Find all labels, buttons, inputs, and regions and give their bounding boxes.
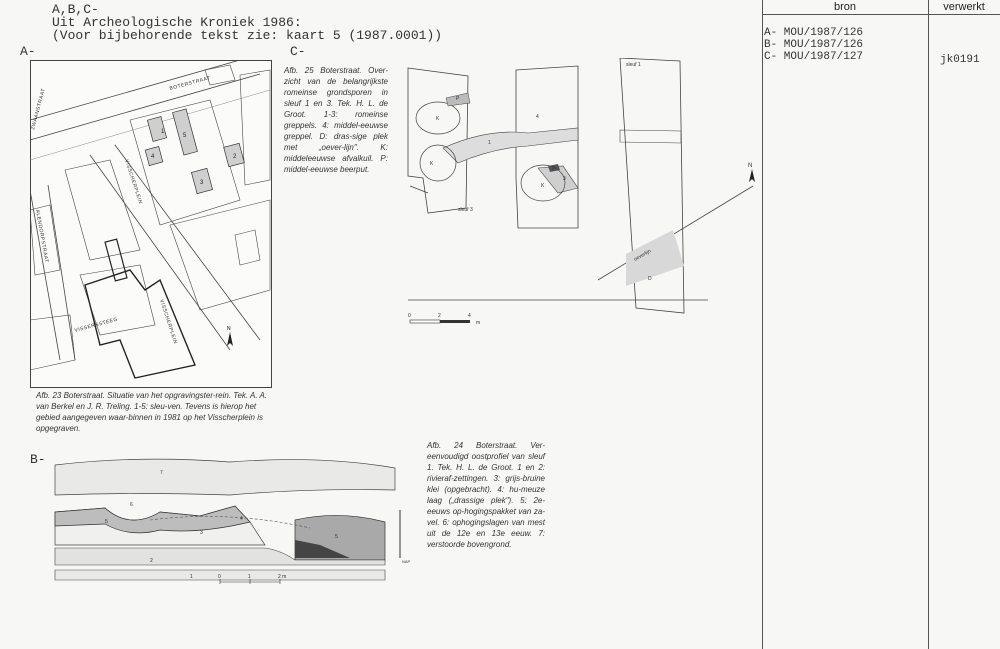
street-vissersteeg: VISSERSSTEEG [73,316,119,334]
trench-label-1: 1 [161,129,165,135]
svg-text:1: 1 [248,574,251,580]
header-line-1: A,B,C- [52,2,99,17]
svg-text:4: 4 [468,313,471,319]
label-b: B- [30,452,46,467]
trench-label-4: 4 [151,154,155,160]
label-greppel-4: 4 [536,114,539,120]
layer-label-6a: 6 [130,502,133,508]
label-sleuf-3: sleuf 3 [458,207,473,213]
map-c-roman-features [398,58,760,336]
layer-label-5a: 5 [105,519,108,525]
svg-text:0: 0 [218,574,221,580]
street-zwaanstraat: ZWAANSTRAAT [30,87,47,131]
label-p: P [456,96,460,102]
column-header-bron: bron [833,1,857,13]
svg-text:2: 2 [438,313,441,319]
layer-label-2: 2 [150,558,153,564]
label-k-2: K [430,161,434,167]
bron-entry-a: A- MOU/1987/126 [764,27,864,39]
svg-text:0: 0 [408,313,411,319]
label-oeverlijn: oeverlijn [633,248,653,263]
bron-entry-b: B- MOU/1987/126 [764,39,864,51]
label-sleuf-1: sleuf 1 [626,62,641,68]
map-a-excavation-site [30,60,272,388]
profile-b-section [50,450,415,590]
header-line-3: (Voor bijbehorende tekst zie: kaart 5 (1987.0001)) [52,28,443,43]
layer-label-3: 3 [200,530,203,536]
nap-label: NAP [402,559,411,564]
street-visscherplein-2: VISSCHERPLEIN [158,298,179,345]
label-k-1: K [436,116,440,122]
street-boterstraat: BOTERSTRAAT [168,75,212,92]
street-alendorpstraat: ALENDORPSTRAAT [34,209,50,264]
trench-label-5: 5 [183,133,187,139]
label-greppel-3: 3 [563,176,566,182]
svg-text:2 m: 2 m [278,574,287,580]
header-line-2: Uit Archeologische Kroniek 1986: [52,15,302,30]
label-d: D [648,276,652,282]
verwerkt-entry-c: jk0191 [940,54,980,66]
column-header-verwerkt: verwerkt [943,1,985,13]
svg-text:m: m [476,320,481,326]
caption-afb-24: Afb. 24 Boterstraat. Ver-eenvoudigd oostprofiel van sleuf 1. Tek. H. L. de Groot. 1 en 2: rivieraf-zettingen. 3: grijs-bruine klei (opgebracht). 4: hu-meuze laag („drassige plek"). 5: 2e-eeuws op-hogingspakket van za-vel. 6: ophogingslagen van mest uit de 12e en 13e eeuw. 7: verstoorde bovengrond. [427,441,545,549]
label-k-3: K [541,183,545,189]
layer-label-7: 7 [160,470,163,476]
trench-label-2: 2 [233,154,237,160]
bron-entry-c: C- MOU/1987/127 [764,51,864,63]
street-visscherplein: VISSCHERPLEIN [123,158,144,205]
svg-text:N: N [227,326,231,332]
label-greppel-1: 1 [488,140,491,146]
layer-label-4: 4 [240,516,243,522]
layer-label-1: 1 [190,574,193,580]
layer-label-5b: 5 [335,534,338,540]
caption-afb-25: Afb. 25 Boterstraat. Over-zicht van de belangrijkste romeinse grondsporen in sleuf 1 en 3. Tek. H. L. de Groot. 1-3: romeinse greppels. 4: middel-eeuwse greppel. D: dras-sige plek met „oever-lijn". K: middeleeuwse afvalkuil. P: middel-eeuwse beerput. [284,66,388,174]
label-c: C- [290,44,306,59]
svg-text:N: N [748,163,753,169]
caption-afb-23: Afb. 23 Boterstraat. Situatie van het opgravingster-rein. Tek. A. A. van Berkel en J. R. Treling. 1-5: sleu-ven. Tevens is hierop het gebied aangegeven waar-binnen in 1981 op het Visscherplein is opgegraven. [36,391,268,433]
trench-label-3: 3 [200,180,204,186]
label-a: A- [20,44,36,59]
label-greppel-2: 2 [552,166,555,172]
north-arrow-c-icon [745,160,759,184]
bron-verwerkt-panel [762,0,1000,649]
